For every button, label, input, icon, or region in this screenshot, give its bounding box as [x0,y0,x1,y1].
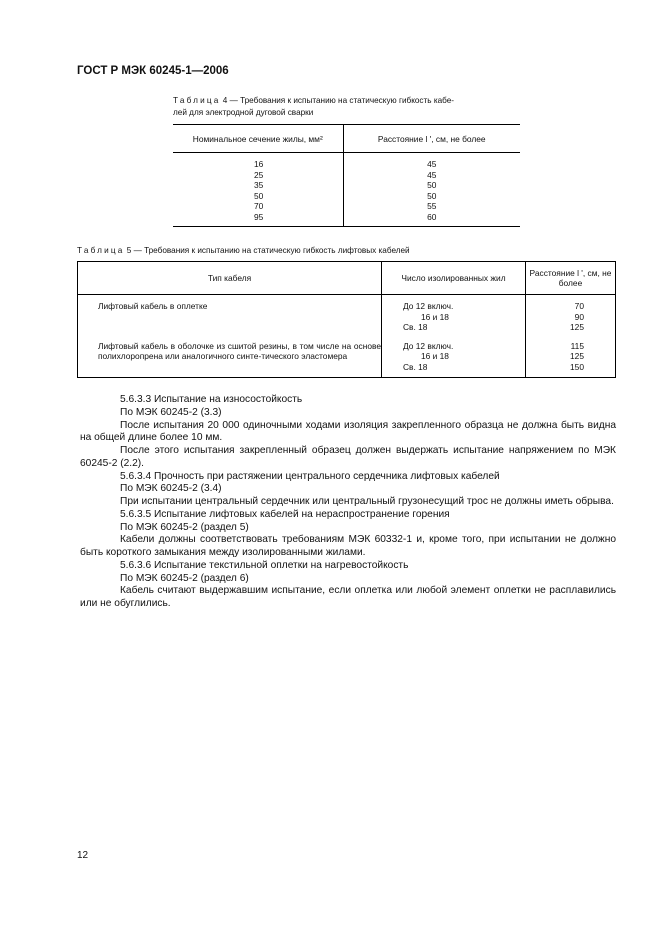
section-heading: 5.6.3.6 Испытание текстильной оплетки на нагревостойкость [120,559,409,571]
reference-line: По МЭК 60245-2 (3.3) [120,406,222,418]
table5-header-distance: Расстояние l ', см, не более [526,262,616,295]
cores-value: 16 и 18 [421,311,449,322]
section-heading: 5.6.3.3 Испытание на износостойкость [120,394,303,405]
distance-value: 125 [570,322,584,332]
distance-value: 150 [570,361,584,372]
reference-line: По МЭК 60245-2 (раздел 5) [120,521,249,533]
distance-value: 90 [574,311,584,322]
table-row [78,339,616,378]
table4-header-section: Номинальное сечение жилы, мм² [173,125,343,153]
cores-value: 16 и 18 [421,351,449,361]
cores-value: До 12 включ. [403,301,454,311]
table5-distance-cell [526,295,616,339]
table4-distances-cell: 45 45 50 50 55 60 [343,153,520,227]
table4-caption [173,95,523,119]
table-row [173,153,520,227]
reference-line: По МЭК 60245-2 (раздел 6) [120,572,249,584]
table4-header-row [173,125,520,153]
document-header: ГОСТ Р МЭК 60245-1—2006 [77,65,229,77]
table4-header-distance: Расстояние l ', см, не более [343,125,520,153]
body-paragraph: При испытании центральный сердечник или центральный грузонесущий трос не должны иметь обрыва. [120,496,614,507]
table-row [78,295,616,339]
table5-header-row [78,262,616,295]
table5-header-cores: Число изолированных жил [382,262,526,295]
distance-value: 125 [570,351,584,361]
section-heading: 5.6.3.5 Испытание лифтовых кабелей на нераспространение горения [120,508,450,520]
table5-caption-word: Таблица [77,246,125,255]
table5-header-type: Тип кабеля [78,262,382,295]
distance-value: 115 [570,340,584,351]
distance-value: 70 [574,301,584,311]
body-paragraph: Кабель считают выдержавшим испытание, если оплетка или любой элемент оплетки не расплавились или не обуглились. [80,585,616,609]
table4-caption-line2: лей для электродной дуговой сварки [173,108,314,117]
table4-caption-text: 4 — Требования к испытанию на статическую гибкость кабе- [220,96,455,105]
body-paragraph: Кабели должны соответствовать требованиям МЭК 60332-1 и, кроме того, при испытании не должно быть короткого замыкания между изолированными жилами. [80,534,616,558]
table5-cores-cell [382,295,526,339]
page-number: 12 [77,850,89,861]
table5-caption-text: 5 — Требования к испытанию на статическую гибкость лифтовых кабелей [124,246,410,255]
body-paragraph: После этого испытания закрепленный образец должен выдержать испытание напряжением по МЭК 60245-2 (2.2). [80,445,616,469]
table5-distance-cell [526,339,616,378]
reference-line: По МЭК 60245-2 (3.4) [120,483,222,495]
table5-caption [77,245,617,257]
cores-value: Св. 18 [403,361,428,372]
body-text [80,394,616,611]
table5-type-cell: Лифтовый кабель в оболочке из сшитой резины, в том числе на основе полихлоропрена или аналогичного синте-тического эластомера [98,340,381,361]
table5-type-cell: Лифтовый кабель в оплетке [98,301,208,311]
cores-value: До 12 включ. [403,340,454,351]
table4 [173,124,520,227]
table5-cores-cell [382,339,526,378]
body-paragraph: После испытания 20 000 одиночными ходами изоляция закрепленного образца не должна быть видна на общей длине более 10 мм. [80,419,616,444]
table4-caption-word: Таблица [173,96,221,105]
section-heading: 5.6.3.4 Прочность при растяжении центрального сердечника лифтовых кабелей [120,470,500,482]
cores-value: Св. 18 [403,322,428,332]
table4-sections-cell: 16 25 35 50 70 95 [254,159,264,222]
table5 [77,261,616,378]
